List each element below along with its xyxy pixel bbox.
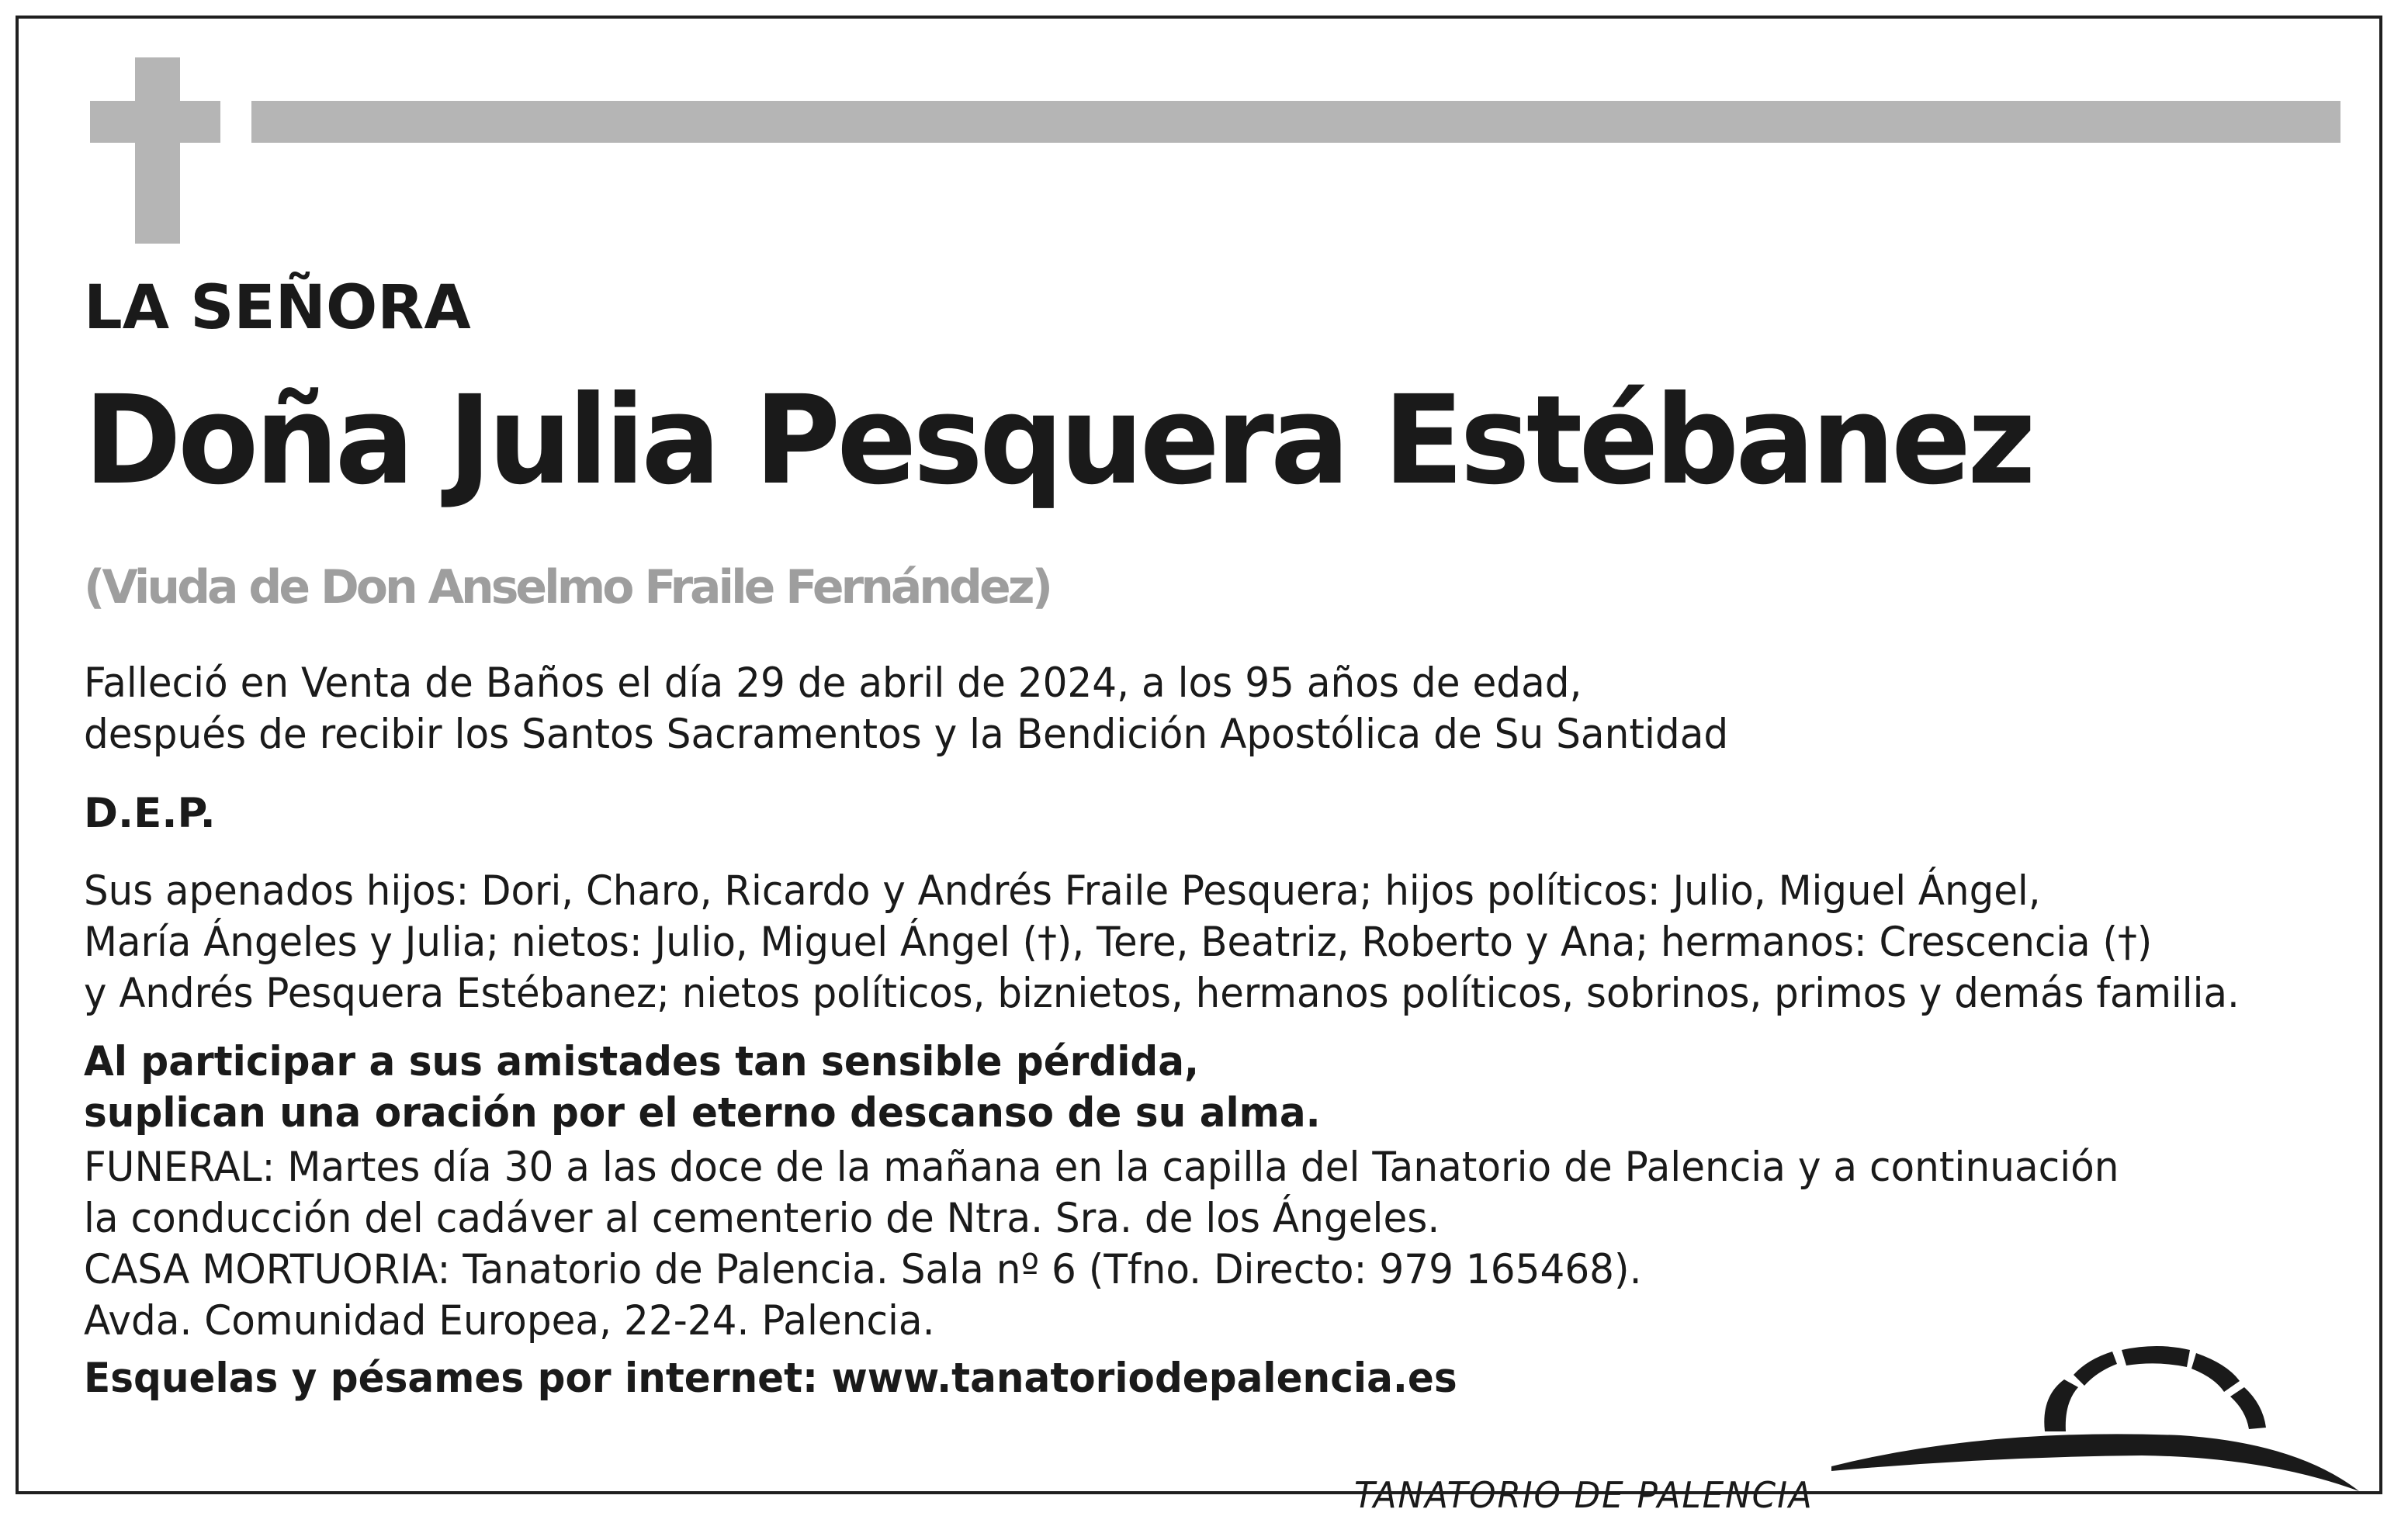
death-paragraph bbox=[84, 658, 1728, 760]
death-line: Falleció en Venta de Baños el día 29 de abril de 2024, a los 95 años de edad, bbox=[84, 659, 1582, 707]
honorific: LA SEÑORA bbox=[84, 273, 471, 343]
family-paragraph bbox=[84, 866, 2240, 1019]
tanatorio-logo-icon bbox=[1831, 1319, 2375, 1505]
cross-icon-vertical bbox=[135, 57, 180, 244]
prayer-paragraph bbox=[84, 1037, 1321, 1139]
logo-text: TANATORIO DE PALENCIA bbox=[1354, 1474, 1814, 1516]
family-line: y Andrés Pesquera Estébanez; nietos políticos, biznietos, hermanos políticos, sobrinos, primos y demás familia. bbox=[84, 970, 2240, 1017]
funeral-line: Avda. Comunidad Europea, 22-24. Palencia. bbox=[84, 1297, 935, 1345]
widow-of: (Viuda de Don Anselmo Fraile Fernández) bbox=[84, 560, 1051, 614]
funeral-line: CASA MORTUORIA: Tanatorio de Palencia. Sala nº 6 (Tfno. Directo: 979 165468). bbox=[84, 1246, 1642, 1293]
prayer-line: suplican una oración por el eterno descanso de su alma. bbox=[84, 1089, 1321, 1137]
funeral-paragraph bbox=[84, 1142, 2119, 1347]
funeral-line: la conducción del cadáver al cementerio de Ntra. Sra. de los Ángeles. bbox=[84, 1195, 1440, 1242]
cross-icon-horizontal bbox=[90, 101, 220, 143]
internet-line: Esquelas y pésames por internet: www.tanatoriodepalencia.es bbox=[84, 1355, 1457, 1402]
family-line: María Ángeles y Julia; nietos: Julio, Miguel Ángel (†), Tere, Beatriz, Roberto y Ana; hermanos: Crescencia (†) bbox=[84, 919, 2153, 966]
header-rule bbox=[251, 101, 2340, 143]
death-line: después de recibir los Santos Sacramentos y la Bendición Apostólica de Su Santidad bbox=[84, 711, 1729, 758]
dep-label: D.E.P. bbox=[84, 790, 216, 837]
prayer-line: Al participar a sus amistades tan sensible pérdida, bbox=[84, 1038, 1200, 1085]
deceased-name: Doña Julia Pesquera Estébanez bbox=[84, 369, 2032, 512]
family-line: Sus apenados hijos: Dori, Charo, Ricardo y Andrés Fraile Pesquera; hijos políticos: Julio, Miguel Ángel, bbox=[84, 867, 2041, 915]
funeral-line: FUNERAL: Martes día 30 a las doce de la mañana en la capilla del Tanatorio de Palencia y a continuación bbox=[84, 1144, 2119, 1191]
